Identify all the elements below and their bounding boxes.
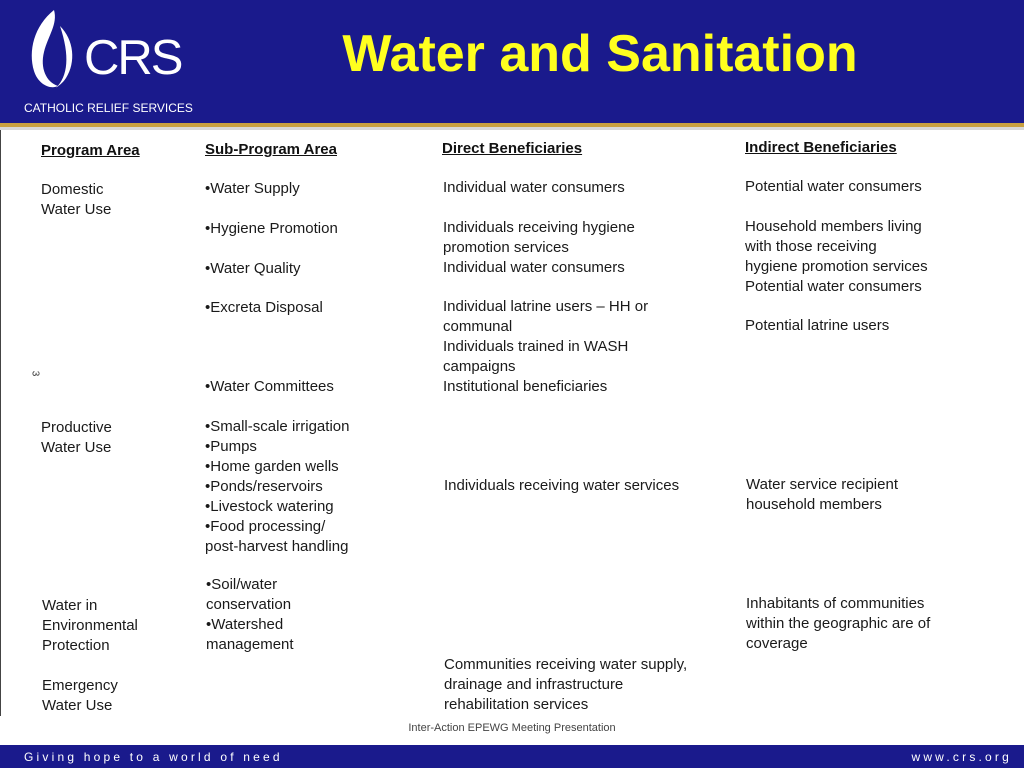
logo-brand: CRS [84,31,182,85]
sub-excreta-disposal: •Excreta Disposal [205,299,323,316]
slide-footer [0,745,1024,768]
sub-environmental-list: •Soil/water conservation •Watershed management [206,576,294,653]
slide-footnote: Inter-Action EPEWG Meeting Presentation [408,722,616,734]
stray-mark: 3 [29,370,41,377]
logo-subtitle: CATHOLIC RELIEF SERVICES [24,101,193,115]
direct-hygiene-block: Individuals receiving hygiene promotion services Individual water consumers [443,219,635,276]
direct-latrine-block: Individual latrine users – HH or communal Individuals trained in WASH campaigns Institutional beneficiaries [443,298,649,395]
content-left-border [0,130,1,716]
indirect-potential-consumers: Potential water consumers [745,178,922,195]
indirect-inhabitants-block: Inhabitants of communities within the geographic are of coverage [746,595,931,652]
direct-communities-block: Communities receiving water supply, drainage and infrastructure rehabilitation services [444,656,688,713]
header-sub-program-area: Sub-Program Area [205,141,337,158]
header-direct-beneficiaries: Direct Beneficiaries [442,140,583,157]
header-indirect-beneficiaries: Indirect Beneficiaries [745,139,897,156]
indirect-recipient-block: Water service recipient household members [746,476,898,513]
footer-url: www.crs.org [911,750,1012,764]
direct-water-services: Individuals receiving water services [444,477,680,494]
sub-productive-list: •Small-scale irrigation •Pumps •Home garden wells •Ponds/reservoirs •Livestock watering •Food processing/ post-harvest handling [205,418,350,555]
sub-hygiene-promotion: •Hygiene Promotion [205,220,338,237]
header-shadow-line [0,127,1024,130]
slide-header [0,0,1024,123]
program-emergency: Emergency Water Use [42,677,118,714]
crs-logo [24,6,199,118]
sub-water-committees: •Water Committees [205,378,334,395]
footer-tagline: Giving hope to a world of need [24,750,283,764]
direct-water-consumers: Individual water consumers [443,179,625,196]
indirect-household-block: Household members living with those receiving hygiene promotion services Potential water consumers [745,218,928,295]
sub-water-supply: •Water Supply [205,180,300,197]
program-domestic: Domestic Water Use [41,181,112,218]
program-productive: Productive Water Use [41,419,112,456]
header-program-area: Program Area [41,142,140,159]
program-environmental: Water in Environmental Protection [42,597,138,654]
crs-flame-icon [24,6,84,96]
sub-water-quality: •Water Quality [205,260,301,277]
slide-title: Water and Sanitation [342,25,858,83]
indirect-latrine-users: Potential latrine users [745,317,890,334]
